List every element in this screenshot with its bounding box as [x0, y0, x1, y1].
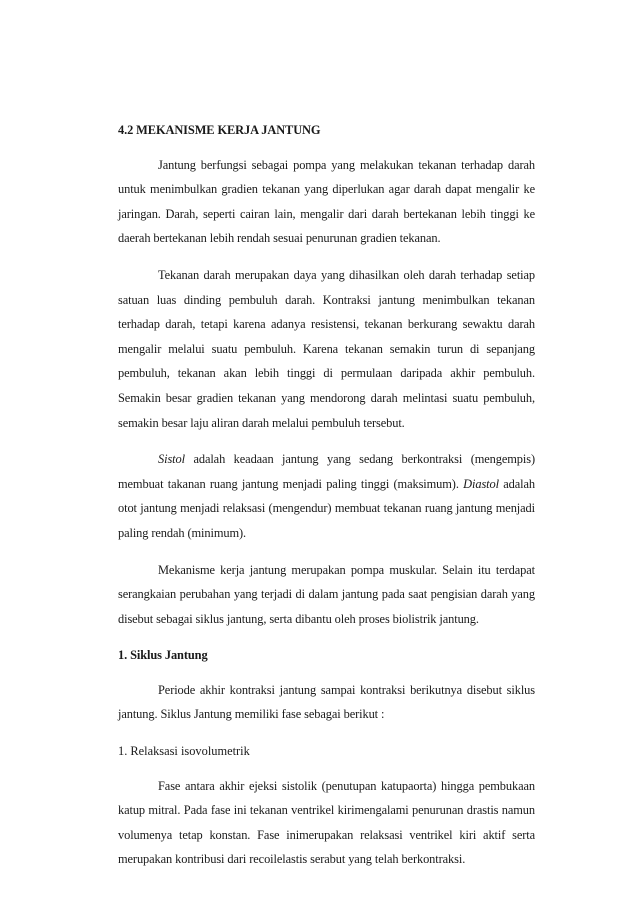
paragraph-fase: Fase antara akhir ejeksi sistolik (penutupan katupaorta) hingga pembukaan katup mitral. Pada fase ini tekanan ventrikel kirimengalami penurunan drastis namun volumenya tetap konstan. Fase inimerupakan relaksasi ventrikel kiri aktif serta merupakan kontribusi dari recoilelastis serabut yang telah berkontraksi. [118, 778, 535, 867]
paragraph-tekanan-darah: Tekanan darah merupakan daya yang dihasilkan oleh darah terhadap setiap satuan luas dinding pembuluh darah. Kontraksi jantung menimbulkan tekanan terhadap darah, tetapi karena adanya resistensi, tekanan berkurang sewaktu darah mengalir melalui suatu pembuluh. Karena tekanan semakin turun di sepanjang pembuluh, tekanan akan lebih tinggi di permulaan daripada akhir pembuluh. Semakin besar gradien tekanan yang mendorong darah melintasi suatu pembuluh, semakin besar laju aliran darah melalui pembuluh tersebut. [118, 267, 535, 430]
subheading-siklus-jantung: 1. Siklus Jantung [118, 648, 208, 663]
paragraph-periode: Periode akhir kontraksi jantung sampai kontraksi berikutnya disebut siklus jantung. Siklus Jantung memiliki fase sebagai berikut : [118, 682, 535, 722]
sistol-definition: adalah keadaan jantung yang sedang berkontraksi (mengempis) membuat takanan ruang jantung menjadi paling tinggi (maksimum). [118, 452, 535, 491]
term-diastol: Diastol [463, 476, 499, 491]
paragraph-jantung-fungsi: Jantung berfungsi sebagai pompa yang melakukan tekanan terhadap darah untuk menimbulkan gradien tekanan yang diperlukan agar darah dapat mengalir ke jaringan. Darah, seperti cairan lain, mengalir dari darah bertekanan lebih tinggi ke daerah bertekanan lebih rendah sesuai penurunan gradien tekanan. [118, 157, 535, 246]
paragraph-mekanisme: Mekanisme kerja jantung merupakan pompa muskular. Selain itu terdapat serangkaian perubahan yang terjadi di dalam jantung pada saat pengisian darah yang disebut sebagai siklus jantung, serta dibantu oleh proses biolistrik jantung. [118, 562, 535, 626]
term-sistol: Sistol [158, 452, 185, 467]
list-item-relaksasi: 1. Relaksasi isovolumetrik [118, 744, 250, 759]
diastol-definition: adalah otot jantung menjadi relaksasi (mengendur) membuat tekanan ruang jantung menjadi paling rendah (minimum). [118, 476, 536, 540]
paragraph-sistol-diastol [118, 447, 535, 545]
section-title: 4.2 MEKANISME KERJA JANTUNG [118, 123, 321, 137]
page-content [118, 118, 535, 872]
